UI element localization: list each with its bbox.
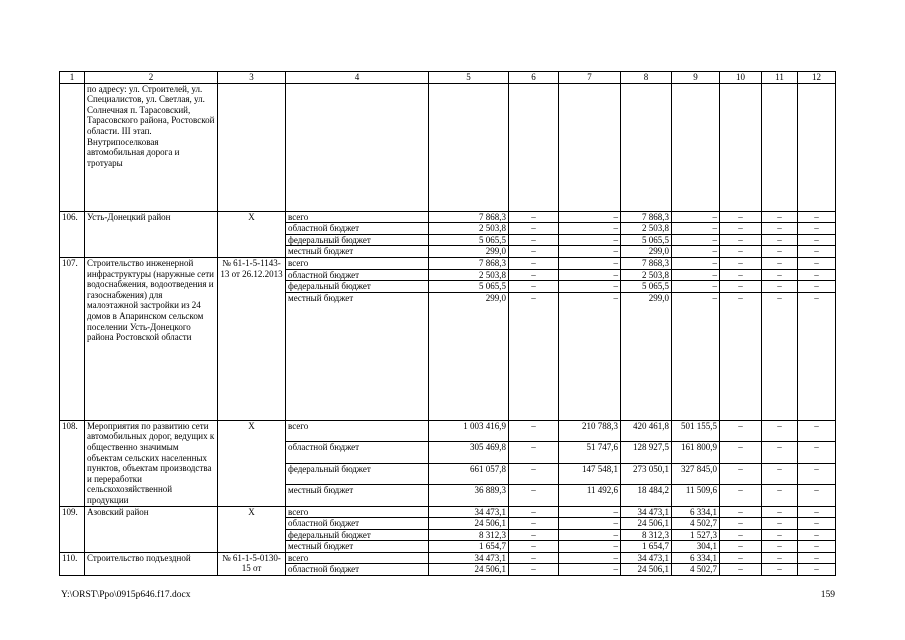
doc-cell: № 61-1-5-1143-13 от 26.12.2013 — [218, 257, 286, 420]
value-cell: – — [762, 442, 798, 463]
value-cell: – — [720, 292, 762, 420]
value-cell: 11 492,6 — [559, 485, 621, 506]
value-cell: – — [798, 485, 836, 506]
value-cell: – — [509, 234, 559, 246]
source-cell: местный бюджет — [286, 485, 429, 506]
value-cell: – — [672, 223, 720, 235]
value-cell — [720, 83, 762, 211]
value-cell: – — [798, 518, 836, 530]
item-name-cell: Мероприятия по развитию сети автомобильных дорог, ведущих к общественно значимым объектам сельских населенных пунктов, объектам производства и переработки сельскохозяйственной продукции — [85, 420, 218, 506]
value-cell — [509, 83, 559, 211]
value-cell: 24 506,1 — [429, 564, 509, 576]
item-name-cell: по адресу: ул. Строителей, ул. Специалистов, ул. Светлая, ул. Солнечная п. Тарасовский, Тарасовского района, Ростовской области. III этап. Внутрипоселковая автомобильная дорога и тротуары — [85, 83, 218, 211]
column-header: 4 — [286, 72, 429, 84]
value-cell: 7 868,3 — [429, 211, 509, 223]
value-cell: 5 065,5 — [621, 281, 672, 293]
value-cell: – — [559, 234, 621, 246]
value-cell: 51 747,6 — [559, 442, 621, 463]
value-cell: 305 469,8 — [429, 442, 509, 463]
column-header: 8 — [621, 72, 672, 84]
value-cell: 420 461,8 — [621, 420, 672, 441]
value-cell: – — [762, 234, 798, 246]
value-cell: – — [762, 269, 798, 281]
column-header: 9 — [672, 72, 720, 84]
value-cell: – — [798, 211, 836, 223]
table-row — [60, 257, 836, 269]
value-cell: – — [559, 506, 621, 518]
value-cell: – — [509, 541, 559, 553]
value-cell: – — [798, 234, 836, 246]
value-cell: 4 502,7 — [672, 518, 720, 530]
table-body — [60, 72, 836, 576]
column-header-row — [60, 72, 836, 84]
value-cell: – — [720, 234, 762, 246]
source-cell: областной бюджет — [286, 564, 429, 576]
column-header: 7 — [559, 72, 621, 84]
value-cell: 5 065,5 — [429, 281, 509, 293]
value-cell: 7 868,3 — [429, 257, 509, 269]
doc-cell: № 61-1-5-0130-15 от — [218, 552, 286, 575]
value-cell: 147 548,1 — [559, 463, 621, 484]
value-cell: – — [509, 211, 559, 223]
source-cell: областной бюджет — [286, 269, 429, 281]
value-cell: – — [509, 269, 559, 281]
value-cell: – — [509, 552, 559, 564]
value-cell: 161 800,9 — [672, 442, 720, 463]
value-cell: – — [672, 281, 720, 293]
source-cell: всего — [286, 420, 429, 441]
value-cell: – — [720, 529, 762, 541]
value-cell: 2 503,8 — [429, 223, 509, 235]
value-cell: 34 473,1 — [621, 552, 672, 564]
value-cell — [429, 83, 509, 211]
value-cell: 273 050,1 — [621, 463, 672, 484]
value-cell: 34 473,1 — [429, 552, 509, 564]
value-cell: – — [559, 292, 621, 420]
value-cell — [762, 83, 798, 211]
value-cell: 24 506,1 — [429, 518, 509, 530]
value-cell: – — [672, 211, 720, 223]
column-header: 11 — [762, 72, 798, 84]
value-cell: – — [762, 485, 798, 506]
value-cell: – — [509, 292, 559, 420]
value-cell: – — [509, 564, 559, 576]
column-header: 2 — [85, 72, 218, 84]
row-number-cell: 106. — [60, 211, 85, 257]
page-number: 159 — [820, 590, 835, 600]
value-cell: 2 503,8 — [621, 223, 672, 235]
value-cell: 299,0 — [429, 292, 509, 420]
value-cell: – — [509, 442, 559, 463]
value-cell: – — [720, 420, 762, 441]
value-cell: – — [509, 223, 559, 235]
row-number-cell: 109. — [60, 506, 85, 552]
value-cell: 5 065,5 — [429, 234, 509, 246]
value-cell: – — [559, 552, 621, 564]
row-number-cell — [60, 83, 85, 211]
value-cell: 11 509,6 — [672, 485, 720, 506]
value-cell: 4 502,7 — [672, 564, 720, 576]
source-cell: областной бюджет — [286, 442, 429, 463]
value-cell: 24 506,1 — [621, 564, 672, 576]
value-cell: – — [509, 506, 559, 518]
row-number-cell: 107. — [60, 257, 85, 420]
source-cell: всего — [286, 506, 429, 518]
value-cell: 128 927,5 — [621, 442, 672, 463]
source-cell: всего — [286, 257, 429, 269]
value-cell — [621, 83, 672, 211]
value-cell: – — [509, 485, 559, 506]
source-cell — [286, 83, 429, 211]
source-cell: федеральный бюджет — [286, 529, 429, 541]
value-cell: 661 057,8 — [429, 463, 509, 484]
value-cell: – — [762, 506, 798, 518]
value-cell: – — [559, 281, 621, 293]
value-cell: 34 473,1 — [429, 506, 509, 518]
source-cell: областной бюджет — [286, 518, 429, 530]
value-cell: 304,1 — [672, 541, 720, 553]
table-row — [60, 211, 836, 223]
source-cell: федеральный бюджет — [286, 463, 429, 484]
value-cell: – — [798, 506, 836, 518]
value-cell: – — [798, 442, 836, 463]
value-cell: – — [762, 541, 798, 553]
value-cell: – — [559, 529, 621, 541]
value-cell: 7 868,3 — [621, 257, 672, 269]
value-cell: 210 788,3 — [559, 420, 621, 441]
value-cell: – — [509, 420, 559, 441]
value-cell: 501 155,5 — [672, 420, 720, 441]
value-cell: – — [720, 564, 762, 576]
source-cell: местный бюджет — [286, 246, 429, 258]
value-cell: 2 503,8 — [621, 269, 672, 281]
value-cell: – — [509, 463, 559, 484]
value-cell — [672, 83, 720, 211]
source-cell: всего — [286, 552, 429, 564]
value-cell: – — [798, 529, 836, 541]
value-cell: – — [672, 269, 720, 281]
source-cell: местный бюджет — [286, 292, 429, 420]
value-cell: – — [798, 246, 836, 258]
value-cell: – — [798, 564, 836, 576]
footer-file-path: Y:\ORST\Ppo\0915p646.f17.docx — [61, 590, 191, 600]
value-cell: 6 334,1 — [672, 506, 720, 518]
value-cell: – — [762, 463, 798, 484]
value-cell: 2 503,8 — [429, 269, 509, 281]
value-cell: 6 334,1 — [672, 552, 720, 564]
table-row — [60, 552, 836, 564]
value-cell: – — [720, 257, 762, 269]
value-cell: 299,0 — [621, 292, 672, 420]
value-cell: – — [509, 518, 559, 530]
value-cell — [798, 83, 836, 211]
item-name-cell: Строительство подъездной — [85, 552, 218, 575]
row-number-cell: 110. — [60, 552, 85, 575]
value-cell: – — [762, 564, 798, 576]
value-cell: – — [672, 234, 720, 246]
value-cell: – — [798, 463, 836, 484]
item-name-cell: Строительство инженерной инфраструктуры (наружные сети водоснабжения, водоотведения и газоснабжения) для малоэтажной застройки из 24 домов в Апаринском сельском поселении Усть-Донецкого района Ростовской области — [85, 257, 218, 420]
table-row — [60, 420, 836, 441]
value-cell: – — [720, 552, 762, 564]
value-cell: 327 845,0 — [672, 463, 720, 484]
value-cell: – — [762, 518, 798, 530]
value-cell: – — [559, 257, 621, 269]
value-cell: 1 003 416,9 — [429, 420, 509, 441]
value-cell: – — [762, 552, 798, 564]
value-cell: – — [672, 246, 720, 258]
value-cell: – — [798, 257, 836, 269]
source-cell: всего — [286, 211, 429, 223]
value-cell: – — [798, 292, 836, 420]
source-cell: областной бюджет — [286, 223, 429, 235]
doc-cell: Х — [218, 420, 286, 506]
budget-table — [59, 71, 836, 576]
column-header: 1 — [60, 72, 85, 84]
value-cell: 7 868,3 — [621, 211, 672, 223]
source-cell: федеральный бюджет — [286, 234, 429, 246]
value-cell: – — [720, 485, 762, 506]
column-header: 5 — [429, 72, 509, 84]
value-cell: – — [798, 420, 836, 441]
value-cell: – — [672, 257, 720, 269]
value-cell: – — [672, 292, 720, 420]
value-cell: – — [559, 564, 621, 576]
value-cell: – — [762, 223, 798, 235]
value-cell: – — [762, 529, 798, 541]
value-cell: 8 312,3 — [429, 529, 509, 541]
value-cell — [559, 83, 621, 211]
doc-cell — [218, 83, 286, 211]
value-cell: 1 654,7 — [429, 541, 509, 553]
value-cell: – — [798, 223, 836, 235]
continuation-row — [60, 83, 836, 211]
value-cell: – — [509, 281, 559, 293]
value-cell: – — [762, 281, 798, 293]
value-cell: 1 527,3 — [672, 529, 720, 541]
column-header: 12 — [798, 72, 836, 84]
value-cell: – — [720, 246, 762, 258]
value-cell: 18 484,2 — [621, 485, 672, 506]
value-cell: 299,0 — [621, 246, 672, 258]
value-cell: – — [762, 257, 798, 269]
value-cell: – — [720, 442, 762, 463]
value-cell: – — [559, 223, 621, 235]
value-cell: 1 654,7 — [621, 541, 672, 553]
value-cell: – — [762, 246, 798, 258]
value-cell: 8 312,3 — [621, 529, 672, 541]
source-cell: местный бюджет — [286, 541, 429, 553]
value-cell: – — [720, 223, 762, 235]
value-cell: – — [798, 552, 836, 564]
table-row — [60, 506, 836, 518]
value-cell: 24 506,1 — [621, 518, 672, 530]
value-cell: – — [762, 211, 798, 223]
value-cell: – — [559, 246, 621, 258]
value-cell: – — [559, 211, 621, 223]
row-number-cell: 108. — [60, 420, 85, 506]
column-header: 6 — [509, 72, 559, 84]
doc-cell: Х — [218, 506, 286, 552]
value-cell: 34 473,1 — [621, 506, 672, 518]
item-name-cell: Усть-Донецкий район — [85, 211, 218, 257]
value-cell: 299,0 — [429, 246, 509, 258]
value-cell: – — [720, 541, 762, 553]
value-cell: – — [720, 269, 762, 281]
value-cell: – — [559, 269, 621, 281]
value-cell: – — [720, 281, 762, 293]
value-cell: – — [509, 246, 559, 258]
value-cell: 36 889,3 — [429, 485, 509, 506]
value-cell: – — [762, 292, 798, 420]
source-cell: федеральный бюджет — [286, 281, 429, 293]
value-cell: 5 065,5 — [621, 234, 672, 246]
value-cell: – — [798, 269, 836, 281]
value-cell: – — [720, 211, 762, 223]
value-cell: – — [559, 518, 621, 530]
item-name-cell: Азовский район — [85, 506, 218, 552]
value-cell: – — [509, 257, 559, 269]
value-cell: – — [798, 281, 836, 293]
value-cell: – — [720, 506, 762, 518]
value-cell: – — [798, 541, 836, 553]
value-cell: – — [720, 463, 762, 484]
column-header: 10 — [720, 72, 762, 84]
value-cell: – — [559, 541, 621, 553]
value-cell: – — [720, 518, 762, 530]
doc-cell: Х — [218, 211, 286, 257]
column-header: 3 — [218, 72, 286, 84]
value-cell: – — [509, 529, 559, 541]
value-cell: – — [762, 420, 798, 441]
